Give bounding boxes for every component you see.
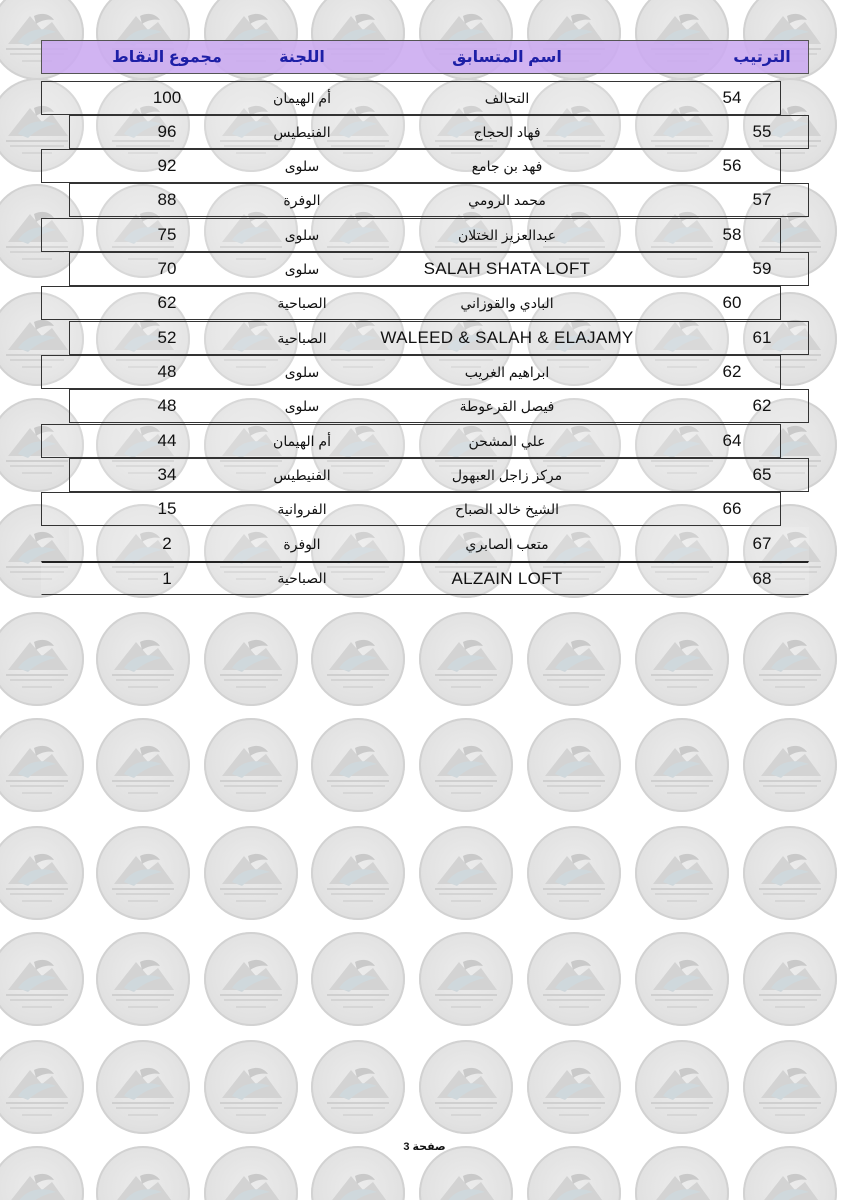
row-points: 88 [157, 190, 177, 209]
row-points: 62 [157, 293, 177, 312]
watermark-logo-icon [311, 826, 405, 920]
table-row [69, 321, 809, 355]
row-name: البادي والقوزاني [460, 294, 554, 311]
header-points: مجموع النقاط [112, 49, 222, 66]
table-row [41, 492, 781, 526]
watermark-logo-icon [311, 718, 405, 812]
row-name: ALZAIN LOFT [451, 568, 563, 588]
row-rank: 65 [752, 465, 772, 484]
row-rank: 59 [752, 259, 772, 278]
row-rank: 55 [752, 122, 772, 141]
table-row [69, 458, 809, 492]
row-club: أم الهيمان [273, 432, 331, 449]
row-rank: 62 [752, 396, 772, 415]
watermark-logo-icon [204, 932, 298, 1026]
watermark-logo-icon [527, 932, 621, 1026]
row-points: 48 [157, 362, 177, 381]
row-name: فيصل القرعوطة [459, 397, 555, 414]
watermark-logo-icon [419, 1040, 513, 1134]
watermark-logo-icon [311, 612, 405, 706]
watermark-logo-icon [527, 718, 621, 812]
row-points: 34 [157, 465, 177, 484]
row-rank: 62 [722, 362, 742, 381]
watermark-logo-icon [419, 826, 513, 920]
watermark-logo-icon [527, 826, 621, 920]
watermark-logo-icon [0, 612, 84, 706]
watermark-logo-icon [419, 612, 513, 706]
watermark-logo-icon [204, 718, 298, 812]
row-rank: 64 [722, 431, 742, 450]
watermark-logo-icon [635, 932, 729, 1026]
row-name: مركز زاجل العبهول [451, 466, 563, 483]
watermark-logo-icon [743, 932, 837, 1026]
row-name: فهاد الحجاج [473, 123, 541, 140]
page-number: صفحة 3 [403, 1141, 446, 1153]
watermark-logo-icon [635, 718, 729, 812]
watermark-logo-icon [635, 1040, 729, 1134]
row-points: 44 [157, 431, 177, 450]
row-points: 70 [157, 259, 177, 278]
row-rank: 66 [722, 499, 742, 518]
row-rank: 54 [722, 88, 742, 107]
table-row [69, 389, 809, 423]
row-points: 15 [157, 499, 177, 518]
row-name: محمد الرومي [468, 191, 546, 208]
watermark-logo-icon [0, 1146, 84, 1200]
row-name: التحالف [484, 89, 530, 106]
table-row [69, 252, 809, 286]
row-name: متعب الصابري [465, 535, 549, 552]
row-club: الوفرة [283, 535, 321, 552]
watermark-logo-icon [96, 718, 190, 812]
row-club: الفنيطيس [273, 123, 331, 140]
row-name: فهد بن جامع [471, 157, 543, 174]
table-row [41, 81, 781, 115]
row-points: 1 [162, 568, 172, 588]
row-club: الفنيطيس [273, 466, 331, 483]
row-rank: 60 [722, 293, 742, 312]
watermark-logo-icon [527, 1146, 621, 1200]
header-rank: الترتيب [733, 49, 791, 66]
watermark-logo-icon [743, 718, 837, 812]
row-name: الشيخ خالد الصباح [454, 500, 560, 517]
table-row [69, 183, 809, 217]
table-row [41, 149, 781, 183]
watermark-logo-icon [0, 932, 84, 1026]
watermark-logo-icon [743, 1040, 837, 1134]
row-rank: 67 [752, 534, 772, 553]
row-name: علي المشحن [468, 432, 546, 449]
row-club: الصباحية [277, 329, 327, 346]
watermark-logo-icon [204, 612, 298, 706]
watermark-logo-icon [204, 826, 298, 920]
table-row [41, 424, 781, 458]
watermark-logo-icon [0, 718, 84, 812]
row-name: WALEED & SALAH & ELAJAMY [380, 328, 634, 347]
row-points: 48 [157, 396, 177, 415]
watermark-logo-icon [96, 826, 190, 920]
watermark-logo-icon [311, 1146, 405, 1200]
watermark-logo-icon [419, 1146, 513, 1200]
row-rank: 56 [722, 156, 742, 175]
watermark-logo-icon [204, 1040, 298, 1134]
watermark-logo-icon [635, 1146, 729, 1200]
row-club: سلوى [284, 363, 320, 380]
row-points: 2 [162, 534, 172, 553]
row-club: سلوى [284, 260, 320, 277]
header-name: اسم المتسابق [452, 49, 562, 66]
row-points: 100 [152, 88, 182, 107]
watermark-logo-icon [743, 826, 837, 920]
row-rank: 58 [722, 225, 742, 244]
watermark-logo-icon [743, 612, 837, 706]
header-club: اللجنة [279, 49, 325, 66]
watermark-logo-icon [96, 932, 190, 1026]
watermark-logo-icon [96, 1146, 190, 1200]
watermark-logo-icon [0, 826, 84, 920]
watermark-logo-icon [204, 1146, 298, 1200]
watermark-logo-icon [527, 612, 621, 706]
row-name: عبدالعزيز الختلان [457, 226, 557, 243]
watermark-logo-icon [96, 1040, 190, 1134]
row-rank: 61 [752, 328, 772, 347]
row-rank: 57 [752, 190, 772, 209]
row-club: الفروانية [277, 500, 327, 517]
watermark-logo-icon [0, 1040, 84, 1134]
watermark-logo-icon [311, 932, 405, 1026]
watermark-logo-icon [635, 826, 729, 920]
row-club: الوفرة [283, 191, 321, 208]
row-points: 75 [157, 225, 177, 244]
row-club: سلوى [284, 397, 320, 414]
table-row [41, 286, 781, 320]
table-row [41, 355, 781, 389]
watermark-logo-icon [527, 1040, 621, 1134]
row-rank: 68 [752, 568, 772, 588]
watermark-logo-icon [743, 1146, 837, 1200]
watermark-logo-icon [419, 932, 513, 1026]
table-row [69, 527, 809, 561]
table-header [41, 40, 809, 74]
table-row [41, 561, 809, 595]
watermark-logo-icon [419, 718, 513, 812]
row-club: الصباحية [277, 570, 327, 586]
watermark-logo-icon [311, 1040, 405, 1134]
row-club: الصباحية [277, 294, 327, 311]
row-points: 52 [157, 328, 177, 347]
row-club: أم الهيمان [273, 89, 331, 106]
row-club: سلوى [284, 157, 320, 174]
row-name: ابراهيم الغريب [464, 363, 550, 380]
row-points: 92 [157, 156, 177, 175]
watermark-logo-icon [96, 612, 190, 706]
row-name: SALAH SHATA LOFT [423, 259, 591, 278]
table-row [41, 218, 781, 252]
row-points: 96 [157, 122, 177, 141]
table-row [69, 115, 809, 149]
row-club: سلوى [284, 226, 320, 243]
watermark-logo-icon [635, 612, 729, 706]
